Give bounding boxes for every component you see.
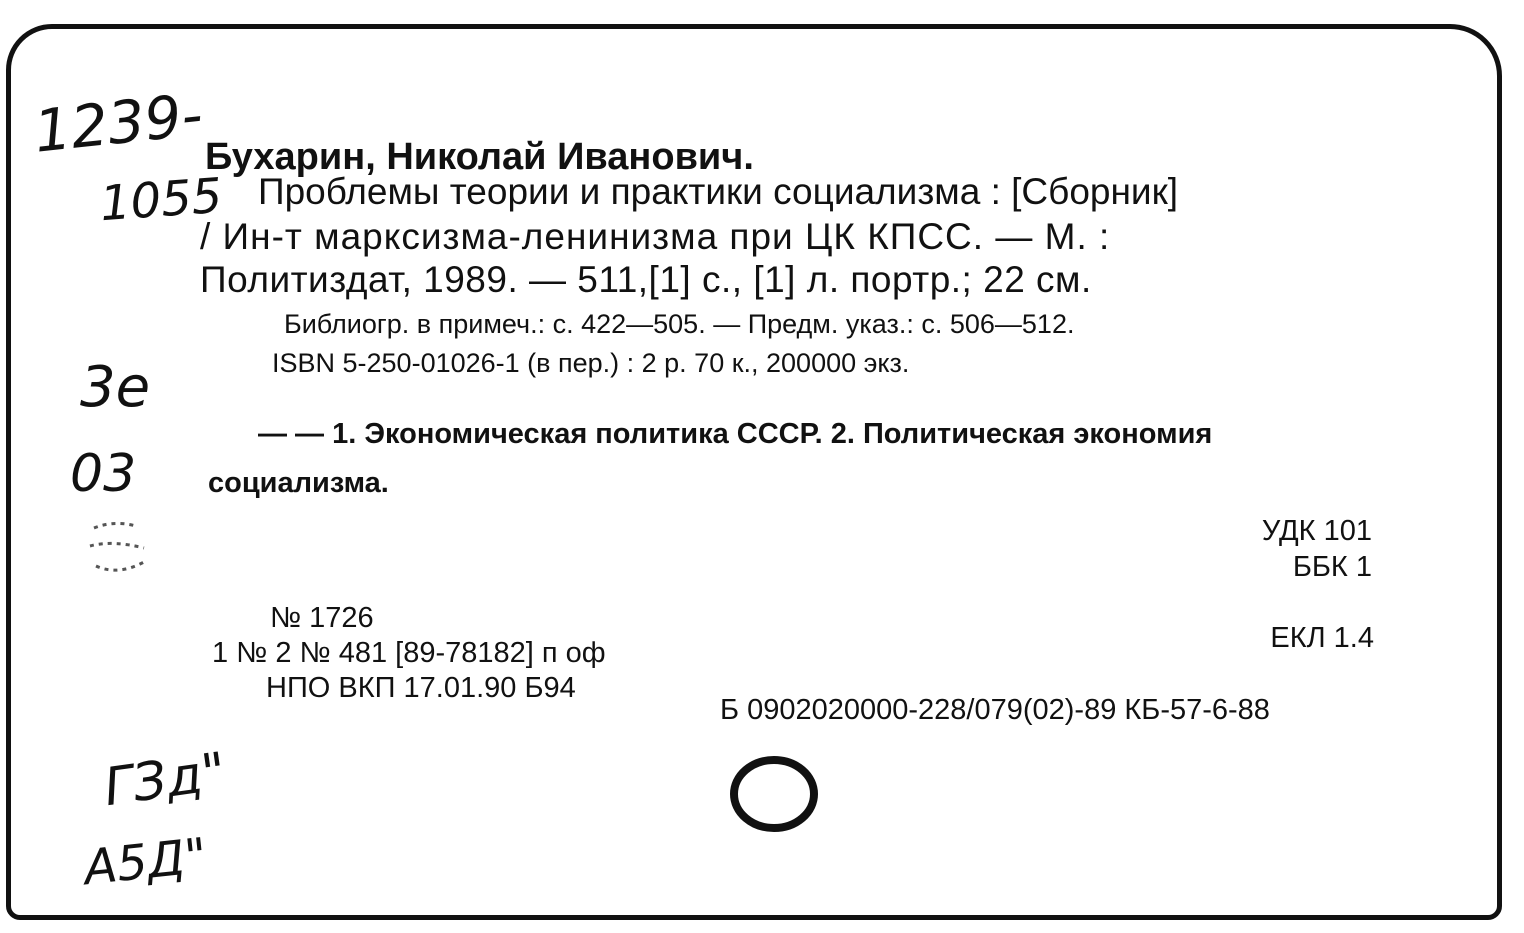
ekl-code: ЕКЛ 1.4 [1270, 622, 1374, 654]
title-line: Проблемы теории и практики социализма : [Сборник] [258, 171, 1179, 212]
publication-line: Политиздат, 1989. — 511,[1] с., [1] л. портр.; 22 см. [200, 259, 1092, 300]
npo-line: НПО ВКП 17.01.90 Б94 [266, 672, 576, 704]
handwritten-mark-a5d: А5Д" [81, 827, 210, 897]
subjects-line-2: социализма. [208, 467, 389, 499]
handwritten-mark-03: 03 [70, 444, 137, 504]
b-code-line: Б 0902020000-228/079(02)-89 КБ-57-6-88 [720, 694, 1270, 726]
bbk-code: ББК 1 [1292, 551, 1372, 583]
responsibility-line: / Ин-т марксизма-ленинизма при ЦК КПСС. — М. : [200, 216, 1111, 257]
faint-stamp-icon [84, 516, 154, 578]
handwritten-shelf-mark-2: 1055 [98, 167, 224, 233]
subjects-line-1: — — 1. Экономическая политика СССР. 2. Политическая экономия [258, 418, 1213, 450]
order-line: 1 № 2 № 481 [89-78182] п оф [212, 637, 606, 669]
punch-hole-circle-icon [724, 754, 820, 834]
bibliography-note: Библиогр. в примеч.: с. 422—505. — Предм. указ.: с. 506—512. [284, 309, 1075, 339]
handwritten-mark-3e: 3e [80, 355, 151, 420]
order-number: № 1726 [270, 602, 374, 634]
handwritten-mark-g3d: ГЗд" [100, 741, 230, 819]
isbn-line: ISBN 5-250-01026-1 (в пер.) : 2 р. 70 к., 200000 экз. [272, 348, 910, 378]
handwritten-shelf-mark-1: 1239- [30, 80, 206, 166]
author-heading: Бухарин, Николай Иванович. [205, 136, 754, 178]
udk-code: УДК 101 [1261, 515, 1372, 547]
